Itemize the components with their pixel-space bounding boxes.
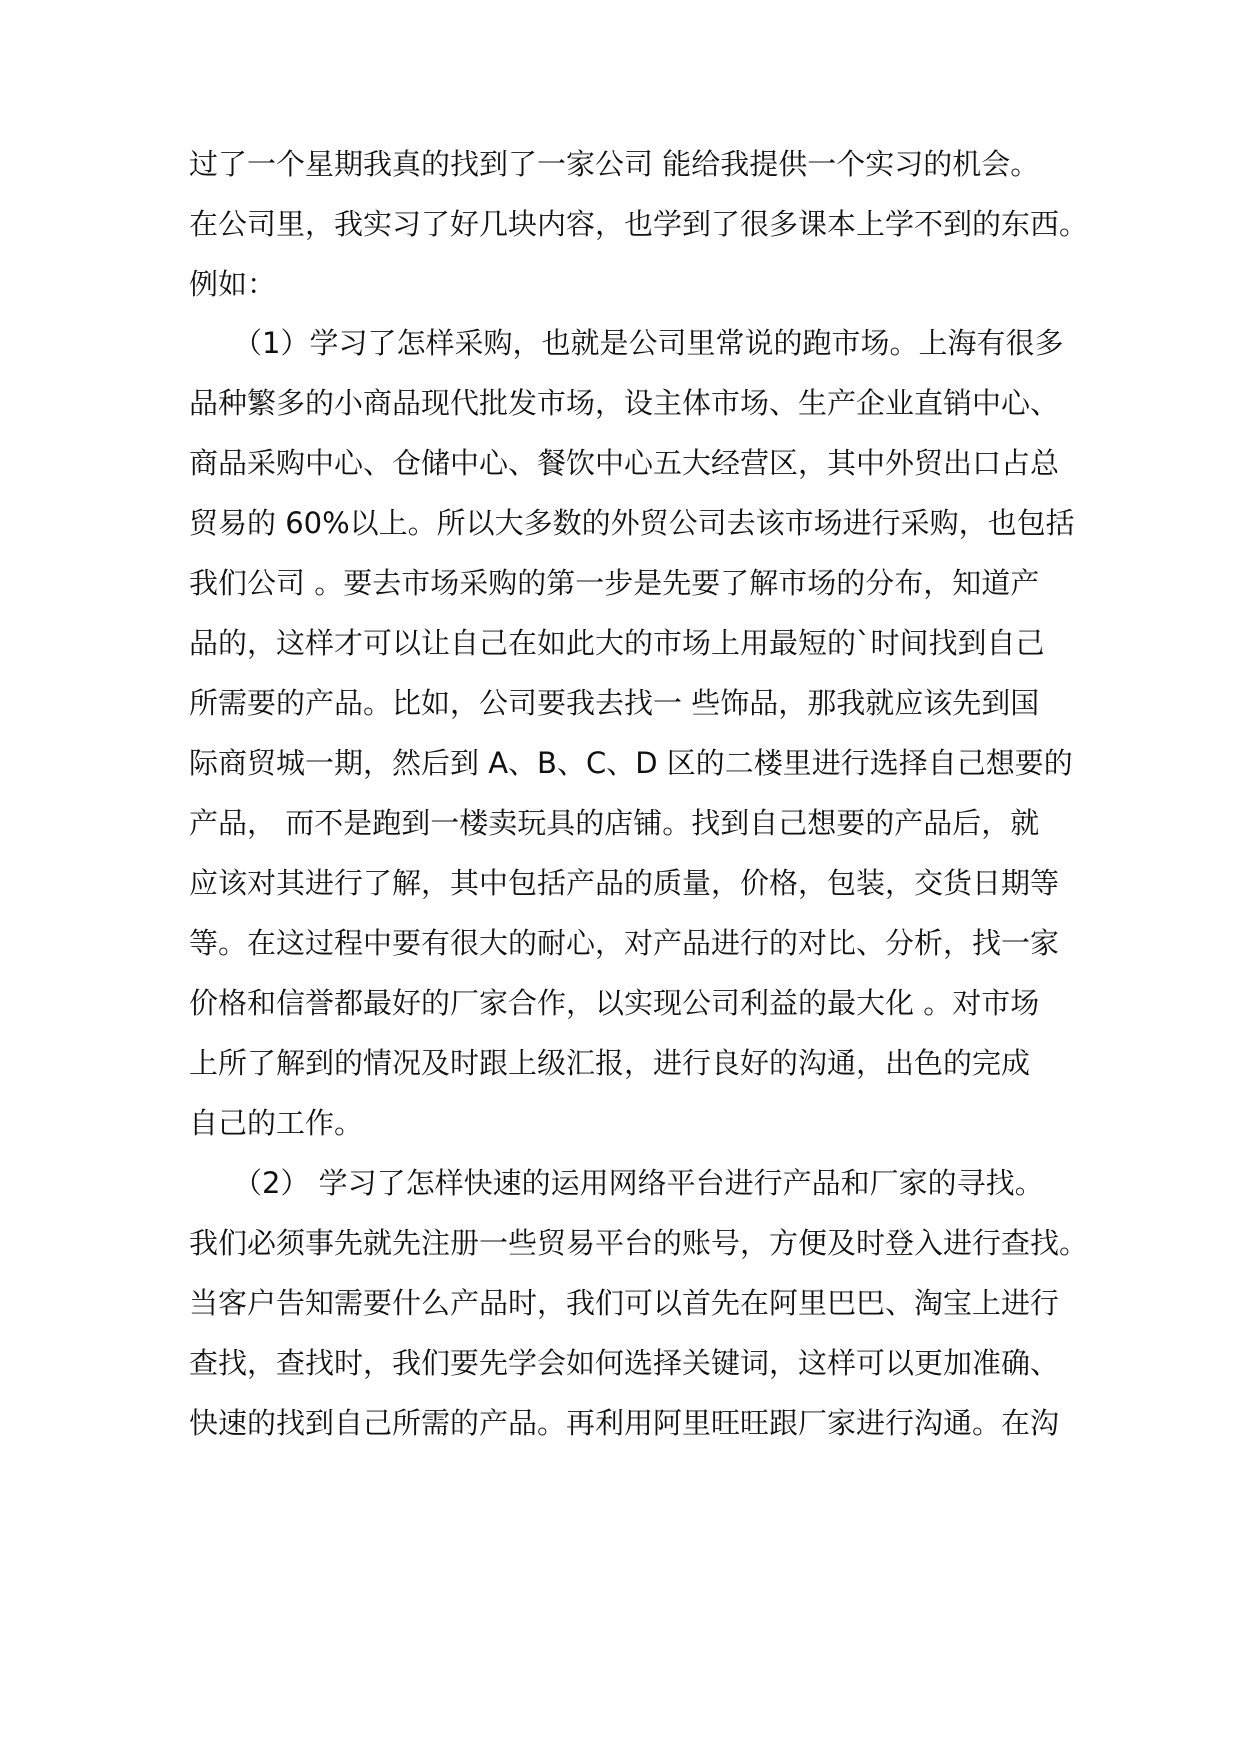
text-line: 所需要的产品。比如，公司要我去找一 些饰品，那我就应该先到国 <box>189 686 1040 720</box>
text-line: 我们公司 。要去市场采购的第一步是先要了解市场的分布，知道产 <box>189 566 1040 600</box>
text-line: 过了一个星期我真的找到了一家公司 能给我提供一个实习的机会。 <box>189 147 1040 181</box>
text-line: 查找，查找时，我们要先学会如何选择关键词，这样可以更加准确、 <box>189 1346 1060 1380</box>
text-line: 当客户告知需要什么产品时，我们可以首先在阿里巴巴、淘宝上进行 <box>189 1286 1060 1320</box>
text-line: 快速的找到自己所需的产品。再利用阿里旺旺跟厂家进行沟通。在沟 <box>189 1406 1060 1440</box>
text-line: 在公司里，我实习了好几块内容，也学到了很多课本上学不到的东西。 <box>189 207 1089 241</box>
text-line: 应该对其进行了解，其中包括产品的质量，价格，包装，交货日期等 <box>189 866 1060 900</box>
text-line: 例如： <box>189 267 277 301</box>
paragraph-1-first-line: （1）学习了怎样采购，也就是公司里常说的跑市场。上海有很多 <box>233 326 1064 360</box>
text-line: 等。在这过程中要有很大的耐心，对产品进行的对比、分析，找一家 <box>189 926 1060 960</box>
text-line: 我们必须事先就先注册一些贸易平台的账号，方便及时登入进行查找。 <box>189 1226 1089 1260</box>
text-line: 际商贸城一期，然后到 A、B、C、D 区的二楼里进行选择自己想要的 <box>189 746 1073 780</box>
text-line: 自己的工作。 <box>189 1106 364 1140</box>
text-line: 品的，这样才可以让自己在如此大的市场上用最短的`时间找到自己 <box>189 626 1045 660</box>
text-line: 产品， 而不是跑到一楼卖玩具的店铺。找到自己想要的产品后，就 <box>189 806 1040 840</box>
text-line: 上所了解到的情况及时跟上级汇报，进行良好的沟通，出色的完成 <box>189 1046 1031 1080</box>
text-line: 贸易的 60%以上。所以大多数的外贸公司去该市场进行采购，也包括 <box>189 506 1075 540</box>
text-line: 品种繁多的小商品现代批发市场，设主体市场、生产企业直销中心、 <box>189 386 1060 420</box>
text-line: 价格和信誉都最好的厂家合作，以实现公司利益的最大化 。对市场 <box>189 986 1040 1020</box>
text-line: 商品采购中心、仓储中心、餐饮中心五大经营区，其中外贸出口占总 <box>189 446 1060 480</box>
paragraph-2-first-line: （2） 学习了怎样快速的运用网络平台进行产品和厂家的寻找。 <box>233 1166 1044 1200</box>
